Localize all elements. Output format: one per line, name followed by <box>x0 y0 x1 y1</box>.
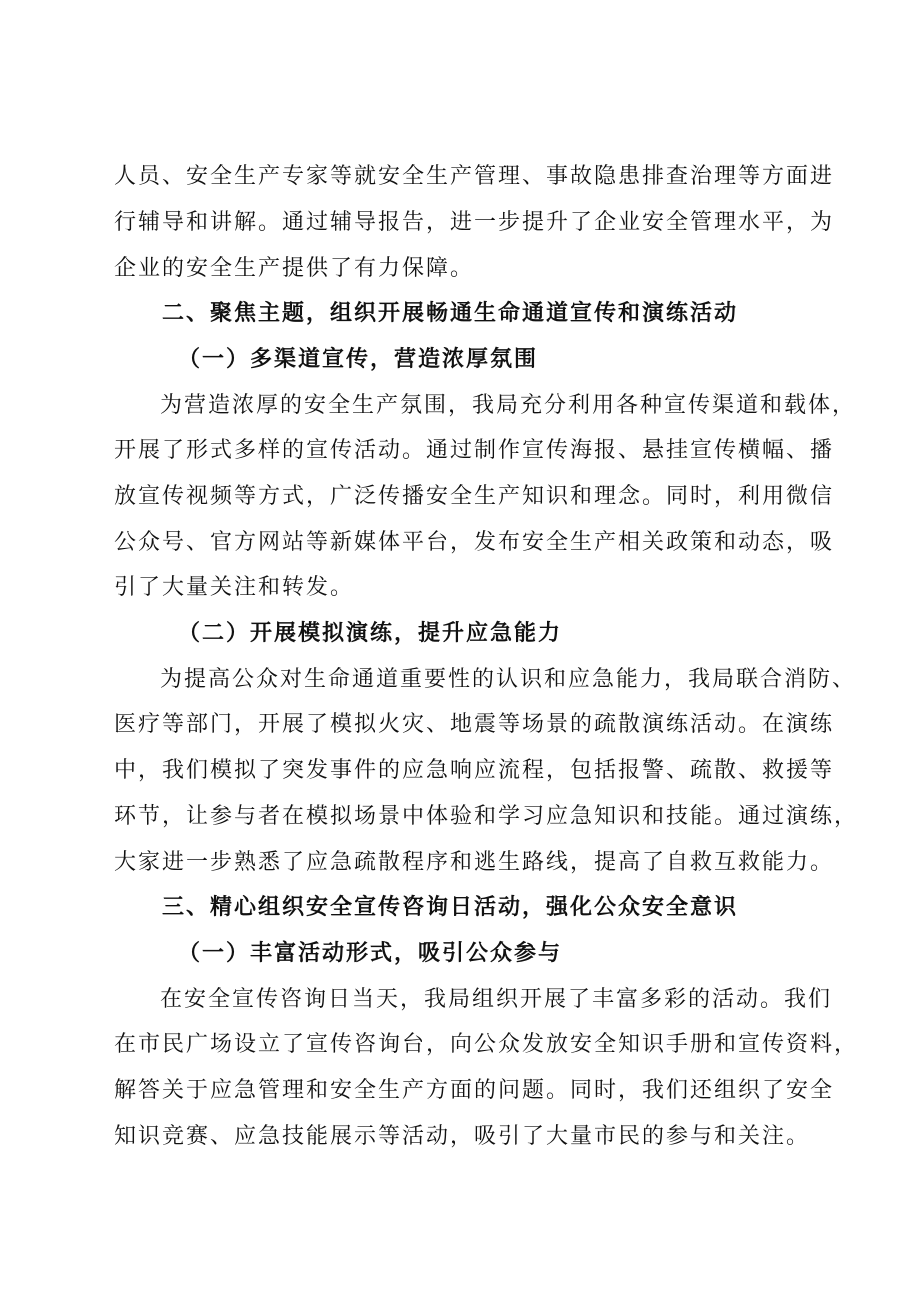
section2-sub1-line-5: 引了大量关注和转发。 <box>114 575 355 600</box>
intro-line-2: 行辅导和讲解。通过辅导报告，进一步提升了企业安全管理水平，为 <box>114 210 835 235</box>
section2-sub2-line-5: 大家进一步熟悉了应急疏散程序和逃生路线，提高了自救互救能力。 <box>114 850 835 875</box>
section2-sub2-line-1: 为提高公众对生命通道重要性的认识和应急能力，我局联合消防、 <box>160 667 857 692</box>
section2-sub2-line-2: 医疗等部门，开展了模拟火灾、地震等场景的疏散演练活动。在演练 <box>114 712 835 737</box>
section3-sub1-line-3: 解答关于应急管理和安全生产方面的问题。同时，我们还组织了安全 <box>114 1078 835 1103</box>
section2-sub1-line-4: 公众号、官方网站等新媒体平台，发布安全生产相关政策和动态，吸 <box>114 530 835 555</box>
section2-sub1-line-1: 为营造浓厚的安全生产氛围，我局充分利用各种宣传渠道和载体， <box>160 393 857 418</box>
section3-sub1-line-2: 在市民广场设立了宣传咨询台，向公众发放安全知识手册和宣传资料， <box>114 1032 859 1057</box>
section2-sub2-line-4: 环节，让参与者在模拟场景中体验和学习应急知识和技能。通过演练， <box>114 804 859 829</box>
section2-sub2-line-3: 中，我们模拟了突发事件的应急响应流程，包括报警、疏散、救援等 <box>114 758 835 783</box>
section3-heading: 三、精心组织安全宣传咨询日活动，强化公众安全意识 <box>162 895 739 920</box>
section3-sub1-line-4: 知识竞赛、应急技能展示等活动，吸引了大量市民的参与和关注。 <box>114 1124 811 1149</box>
section2-sub1-line-2: 开展了形式多样的宣传活动。通过制作宣传海报、悬挂宣传横幅、播 <box>114 438 835 463</box>
section2-sub1-line-3: 放宣传视频等方式，广泛传播安全生产知识和理念。同时，利用微信 <box>114 484 835 509</box>
intro-line-1: 人员、安全生产专家等就安全生产管理、事故隐患排查治理等方面进 <box>114 164 835 189</box>
section2-heading: 二、聚焦主题，组织开展畅通生命通道宣传和演练活动 <box>162 301 739 326</box>
section3-sub1-heading: （一）丰富活动形式，吸引公众参与 <box>178 941 563 966</box>
intro-line-3: 企业的安全生产提供了有力保障。 <box>114 256 475 281</box>
section2-sub2-heading: （二）开展模拟演练，提升应急能力 <box>178 621 563 646</box>
section2-sub1-heading: （一）多渠道宣传，营造浓厚氛围 <box>178 347 539 372</box>
section3-sub1-line-1: 在安全宣传咨询日当天，我局组织开展了丰富多彩的活动。我们 <box>160 987 833 1012</box>
